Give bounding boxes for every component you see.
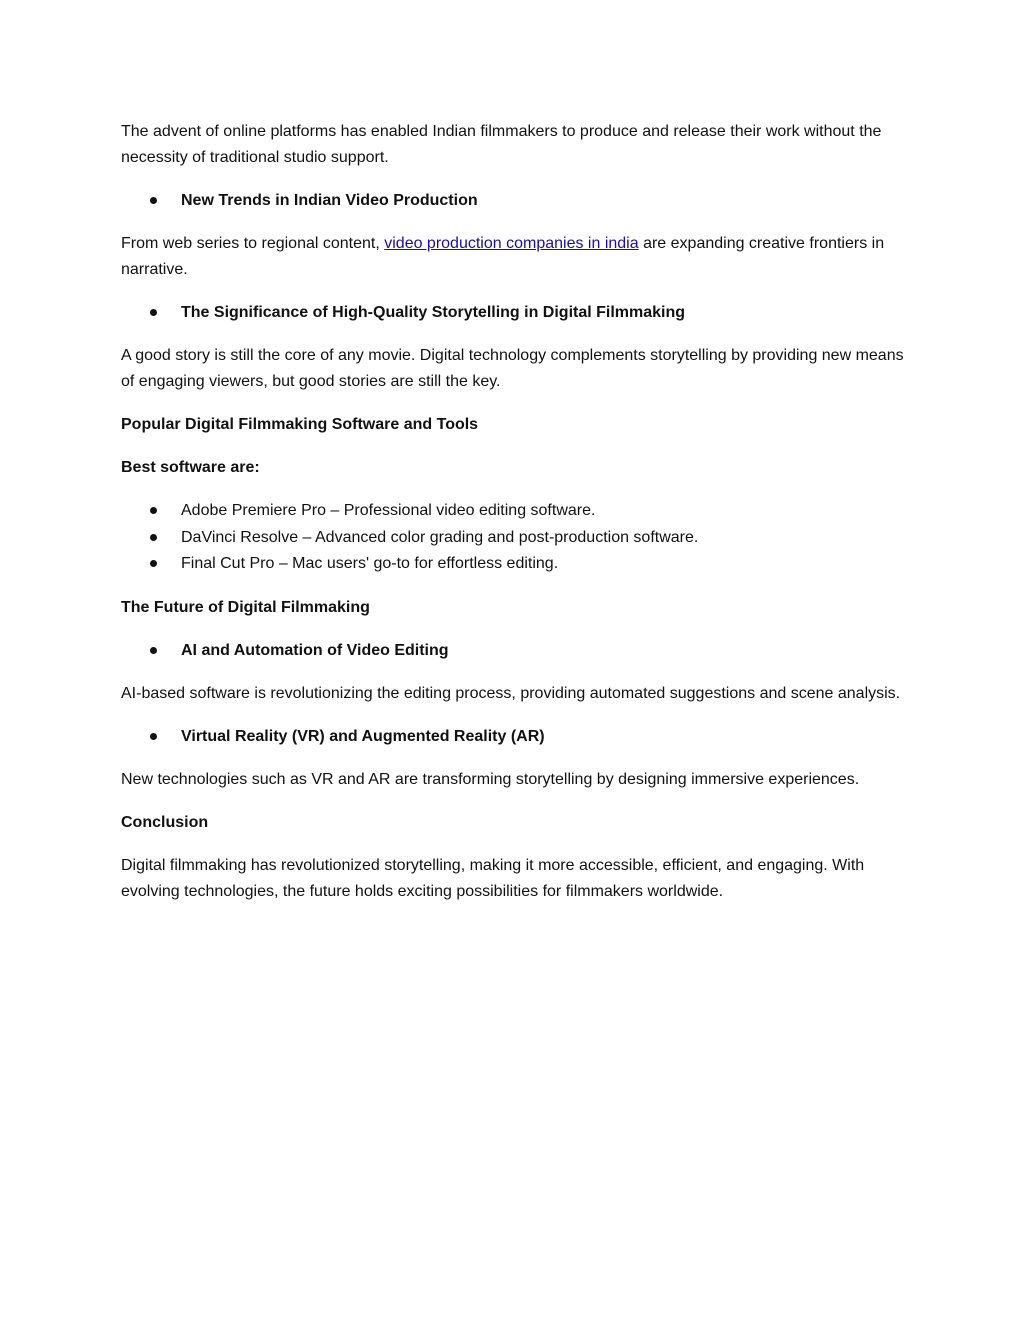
list-item — [121, 724, 911, 750]
video-production-link[interactable]: video production companies in india — [384, 235, 639, 252]
bullet-icon — [150, 733, 157, 740]
bullet-icon — [150, 507, 157, 514]
bullet-icon — [150, 309, 157, 316]
paragraph-vr-ar: New technologies such as VR and AR are transforming storytelling by designing immersive experiences. — [121, 770, 860, 788]
bullet-icon — [150, 560, 157, 567]
paragraph-text: From web series to regional content, — [121, 235, 385, 252]
paragraph-web-series — [121, 231, 911, 283]
heading-future: The Future of Digital Filmmaking — [121, 598, 370, 616]
bullet-list-vr — [121, 724, 911, 750]
paragraph-text: are expanding creative frontiers in narrative. — [121, 235, 885, 278]
bullet-icon — [150, 197, 157, 204]
heading-conclusion: Conclusion — [121, 813, 209, 831]
bullet-list-ai — [121, 638, 911, 664]
paragraph-ai-software: AI-based software is revolutionizing the editing process, providing automated suggestions and scene analysis. — [121, 684, 901, 702]
bullet-icon — [150, 647, 157, 654]
software-item-finalcut: Final Cut Pro – Mac users' go-to for effortless editing. — [181, 555, 559, 572]
heading-ai-automation: AI and Automation of Video Editing — [181, 641, 449, 659]
bullet-list-trends — [121, 188, 911, 214]
list-item — [121, 188, 911, 214]
list-item — [121, 525, 911, 552]
paragraph-online-platforms: The advent of online platforms has enabled Indian filmmakers to produce and release their work without the necessity of traditional studio support. — [121, 123, 882, 166]
bullet-icon — [150, 534, 157, 541]
list-item — [121, 638, 911, 664]
list-item — [121, 300, 911, 326]
software-item-davinci: DaVinci Resolve – Advanced color grading and post-production software. — [181, 528, 699, 546]
paragraph-conclusion: Digital filmmaking has revolutionized storytelling, making it more accessible, efficient, and engaging. With evolving technologies, the future holds exciting possibilities for filmmakers worldwide. — [121, 856, 865, 900]
heading-new-trends: New Trends in Indian Video Production — [181, 192, 478, 209]
list-item — [121, 498, 911, 525]
heading-popular-software: Popular Digital Filmmaking Software and Tools — [121, 416, 479, 433]
software-item-premiere: Adobe Premiere Pro – Professional video editing software. — [181, 502, 596, 519]
list-item — [121, 551, 911, 578]
paragraph-good-story: A good story is still the core of any movie. Digital technology complements storytelling by providing new means of engaging viewers, but good stories are still the key. — [121, 347, 904, 390]
heading-best-software: Best software are: — [121, 459, 260, 476]
heading-vr-ar: Virtual Reality (VR) and Augmented Reality (AR) — [181, 727, 545, 745]
heading-significance: The Significance of High-Quality Storytelling in Digital Filmmaking — [181, 304, 686, 321]
bullet-list-significance — [121, 300, 911, 326]
software-list — [121, 498, 911, 578]
document-body — [121, 119, 911, 922]
